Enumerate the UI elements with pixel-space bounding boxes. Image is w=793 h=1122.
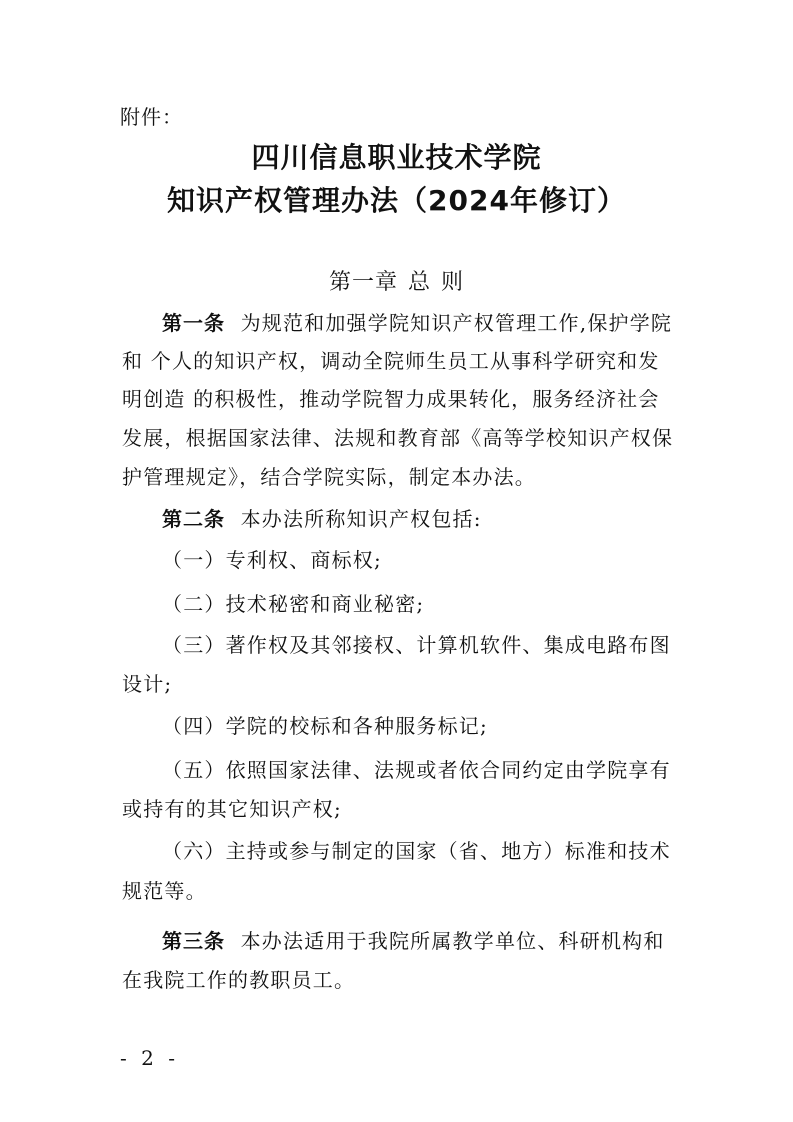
- article1-text-line5: 护管理规定》，结合学院实际，制定本办法。: [122, 465, 536, 489]
- article3-label: 第三条: [162, 929, 225, 953]
- article2-item-6: （六）主持或参与制定的国家（省、地方）标准和技术: [162, 839, 671, 863]
- article3-first-line: [162, 927, 665, 955]
- article2-item-3: （三）著作权及其邻接权、计算机软件、集成电路布图: [162, 633, 671, 657]
- article2-item-4: （四）学院的校标和各种服务标记;: [162, 714, 488, 738]
- chapter-number: 第一章: [328, 270, 398, 295]
- article2-item-5-cont: 或持有的其它知识产权;: [122, 797, 342, 821]
- article1-text-line1: 为规范和加强学院知识产权管理工作,保护学院: [240, 311, 673, 335]
- article3-text-line2: 在我院工作的教职员工。: [122, 968, 356, 992]
- chapter-heading: [0, 268, 793, 298]
- document-title-line2: 知识产权管理办法（2024年修订）: [167, 184, 626, 217]
- page-number: - 2 -: [120, 1046, 179, 1070]
- article1-first-line: [162, 309, 672, 337]
- attachment-label: 附件：: [120, 105, 183, 129]
- article3-text-line1: 本办法适用于我院所属教学单位、科研机构和: [240, 929, 665, 953]
- article2-first-line: [162, 505, 482, 533]
- article1-text-line4: 发展，根据国家法律、法规和教育部《高等学校知识产权保: [122, 426, 674, 450]
- chapter-word-ze: 则: [441, 270, 465, 295]
- article2-item-6-cont: 规范等。: [122, 879, 207, 903]
- article1-text-line2: 和 个人的知识产权，调动全院师生员工从事科学研究和发: [122, 349, 660, 373]
- article2-item-3-cont: 设计;: [122, 672, 173, 696]
- article2-item-5: （五）依照国家法律、法规或者依合同约定由学院享有: [162, 758, 671, 782]
- article2-label: 第二条: [162, 507, 225, 531]
- document-title-line1: 四川信息职业技术学院: [251, 141, 542, 174]
- article2-intro: 本办法所称知识产权包括:: [240, 507, 482, 531]
- chapter-word-zong: 总: [407, 270, 431, 295]
- article1-text-line3: 明创造 的积极性，推动学院智力成果转化，服务经济社会: [122, 387, 660, 411]
- article2-item-1: （一）专利权、商标权;: [162, 548, 382, 572]
- article1-label: 第一条: [162, 311, 225, 335]
- article2-item-2: （二）技术秘密和商业秘密;: [162, 592, 425, 616]
